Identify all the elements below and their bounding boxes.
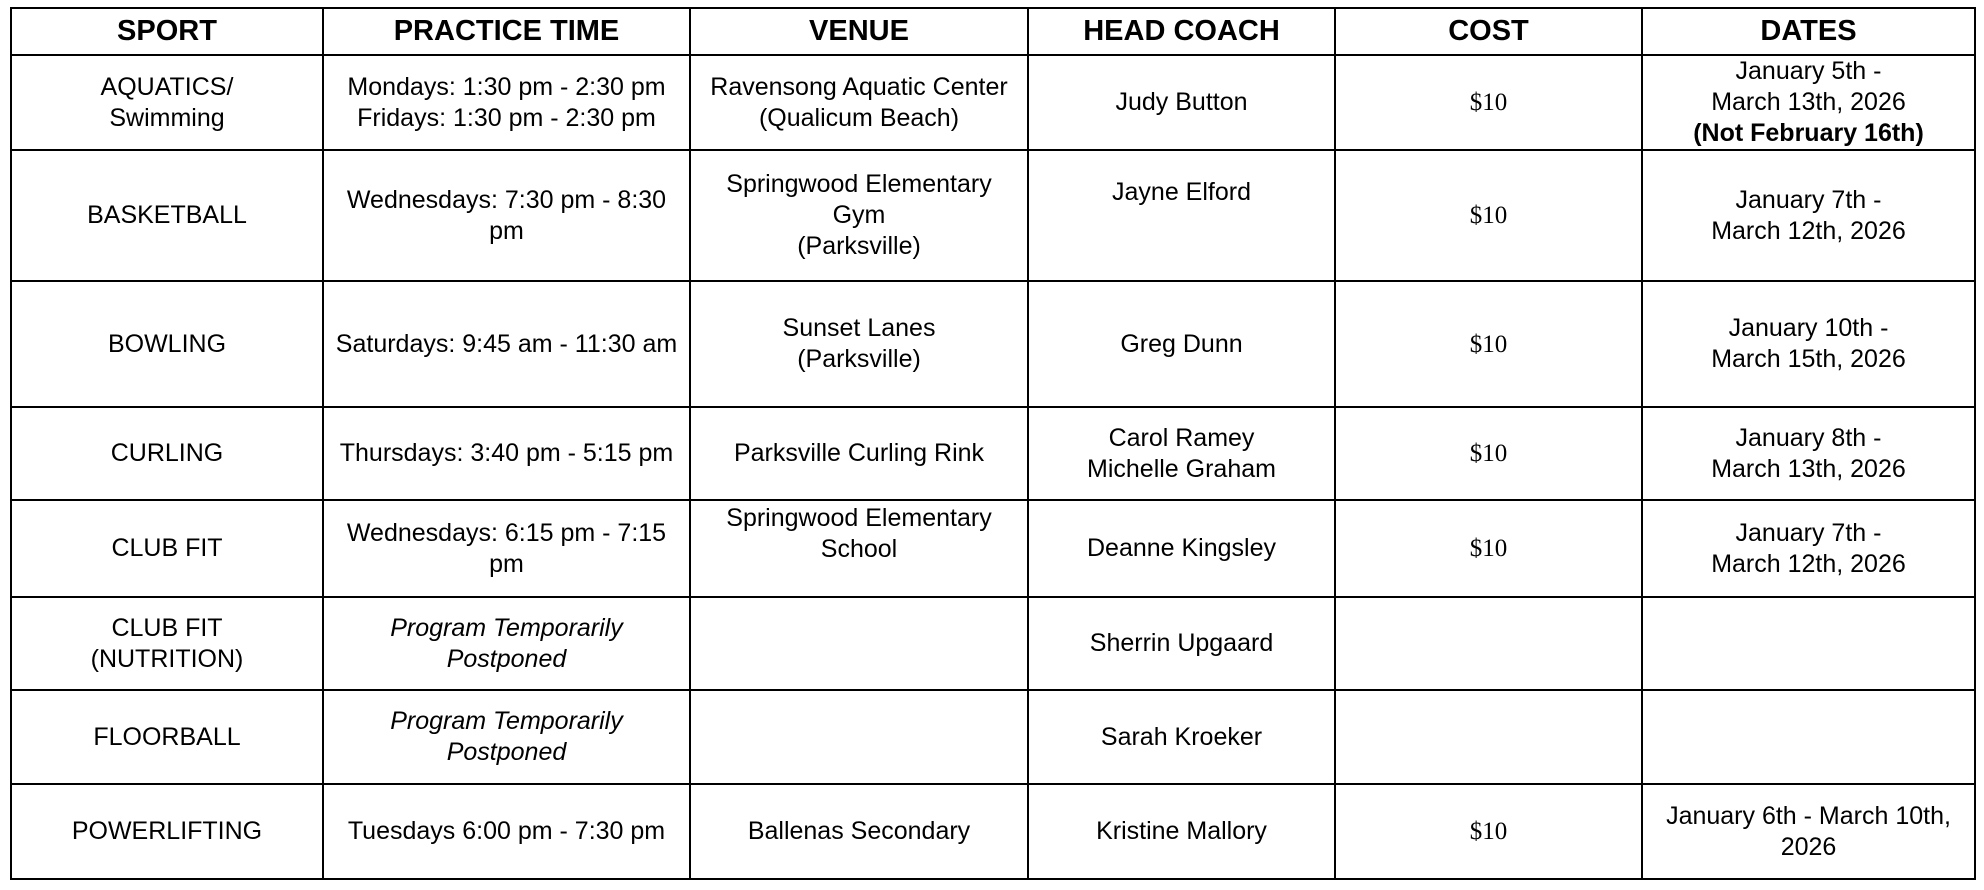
practice-time-cell [323,784,690,879]
venue-cell [690,500,1028,597]
sport-name: POWERLIFTING [71,817,263,845]
venue-name: Sunset Lanes [782,314,936,342]
venue-cell [690,55,1028,150]
head-coach-cell [1028,500,1335,597]
table-row [11,150,1975,281]
cost-cell: $10 [1335,281,1642,407]
head-coach-cell [1028,281,1335,407]
dates-range: March 15th, 2026 [1711,345,1906,373]
sport-cell [11,407,323,500]
header-dates: DATES [1642,8,1975,55]
dates-range: March 12th, 2026 [1711,549,1906,578]
practice-time-postponed: Program Temporarily Postponed [323,597,690,690]
coach-name: Deanne Kingsley [1086,534,1276,562]
dates-range: March 12th, 2026 [1711,216,1906,245]
sport-cell [11,784,323,879]
coach-name: Sherrin Upgaard [1089,629,1274,657]
dates-note: (Not February 16th) [1693,119,1924,147]
cost-cell: $10 [1335,150,1642,281]
dates-cell [1642,150,1975,281]
practice-time: Saturdays: 9:45 am - 11:30 am [335,329,678,358]
practice-time-cell [323,407,690,500]
dates-cell-empty [1642,597,1975,690]
dates-cell-empty [1642,690,1975,784]
practice-time-cell [323,500,690,597]
venue-location: (Qualicum Beach) [758,103,960,132]
dates-range: March 13th, 2026 [1711,454,1906,483]
practice-time: Fridays: 1:30 pm - 2:30 pm [357,103,656,132]
head-coach-cell [1028,55,1335,150]
cost-cell: $10 [1335,407,1642,500]
dates-cell [1642,500,1975,597]
venue-location: (Parksville) [797,232,921,260]
venue-name: Parksville Curling Rink [733,439,985,467]
sport-cell [11,597,323,690]
venue-cell [690,150,1028,281]
head-coach-cell [1028,407,1335,500]
coach-name: Greg Dunn [1120,329,1243,358]
venue-cell [690,784,1028,879]
practice-time: Mondays: 1:30 pm - 2:30 pm [347,72,666,101]
practice-time: Thursdays: 3:40 pm - 5:15 pm [339,439,674,467]
table-row [11,55,1975,150]
dates-range: January 7th - [1735,185,1882,214]
head-coach-cell [1028,597,1335,690]
cost-cell: $10 [1335,784,1642,879]
table-row [11,281,1975,407]
venue-name: Springwood Elementary Gym [726,170,992,229]
venue-name: Ravensong Aquatic Center [710,72,1008,101]
header-cost: COST [1335,8,1642,55]
dates-range: January 8th - [1735,423,1882,452]
cost-cell-empty [1335,690,1642,784]
practice-time-postponed: Program Temporarily Postponed [323,690,690,784]
table-row [11,500,1975,597]
cost-cell: $10 [1335,500,1642,597]
venue-name: Ballenas Secondary [747,817,971,845]
sports-schedule-table [10,7,1976,880]
head-coach-cell [1028,690,1335,784]
dates-cell [1642,55,1975,150]
sport-cell [11,55,323,150]
practice-time: Tuesdays 6:00 pm - 7:30 pm [347,817,666,845]
header-practice-time: PRACTICE TIME [323,8,690,55]
practice-time-cell [323,281,690,407]
venue-cell [690,281,1028,407]
venue-name: Springwood Elementary School [726,504,992,563]
header-sport: SPORT [11,8,323,55]
dates-cell [1642,784,1975,879]
coach-name: Carol Ramey [1108,423,1255,452]
cost-cell-empty [1335,597,1642,690]
venue-cell [690,407,1028,500]
venue-cell-empty [690,597,1028,690]
dates-cell [1642,407,1975,500]
dates-range: January 7th - [1735,518,1882,547]
sport-cell [11,690,323,784]
sport-cell [11,150,323,281]
sport-cell [11,281,323,407]
venue-location: (Parksville) [797,345,921,373]
dates-range: March 13th, 2026 [1711,88,1906,116]
coach-name: Judy Button [1115,88,1248,116]
coach-name: Sarah Kroeker [1100,722,1263,751]
dates-range: January 6th - March 10th, 2026 [1666,801,1951,861]
cost-cell: $10 [1335,55,1642,150]
table-body [11,55,1975,879]
header-row [11,8,1975,55]
header-venue: VENUE [690,8,1028,55]
sport-cell [11,500,323,597]
sport-name: FLOORBALL [93,722,241,751]
sport-name: BOWLING [107,329,227,358]
sport-name: CLUB FIT [111,534,223,562]
table-row [11,597,1975,690]
sport-name: (NUTRITION) [90,644,244,673]
coach-name: Kristine Mallory [1096,817,1267,845]
coach-name: Jayne Elford [1112,178,1251,206]
practice-time: Wednesdays: 6:15 pm - 7:15 pm [346,518,667,578]
sport-name: AQUATICS/ [100,72,234,101]
table-header [11,8,1975,55]
sport-name: BASKETBALL [87,201,247,229]
dates-range: January 5th - [1735,57,1882,85]
table-row [11,784,1975,879]
dates-range: January 10th - [1728,314,1889,342]
table-row [11,690,1975,784]
sport-name: CLUB FIT [111,613,223,642]
sport-name: CURLING [110,439,224,467]
head-coach-cell [1028,150,1335,281]
coach-name: Michelle Graham [1087,454,1276,483]
venue-cell-empty [690,690,1028,784]
practice-time-cell [323,55,690,150]
sport-name: Swimming [109,103,225,132]
head-coach-cell [1028,784,1335,879]
header-head-coach: HEAD COACH [1028,8,1335,55]
table-row [11,407,1975,500]
practice-time-cell [323,150,690,281]
dates-cell [1642,281,1975,407]
practice-time: Wednesdays: 7:30 pm - 8:30 pm [346,185,667,245]
